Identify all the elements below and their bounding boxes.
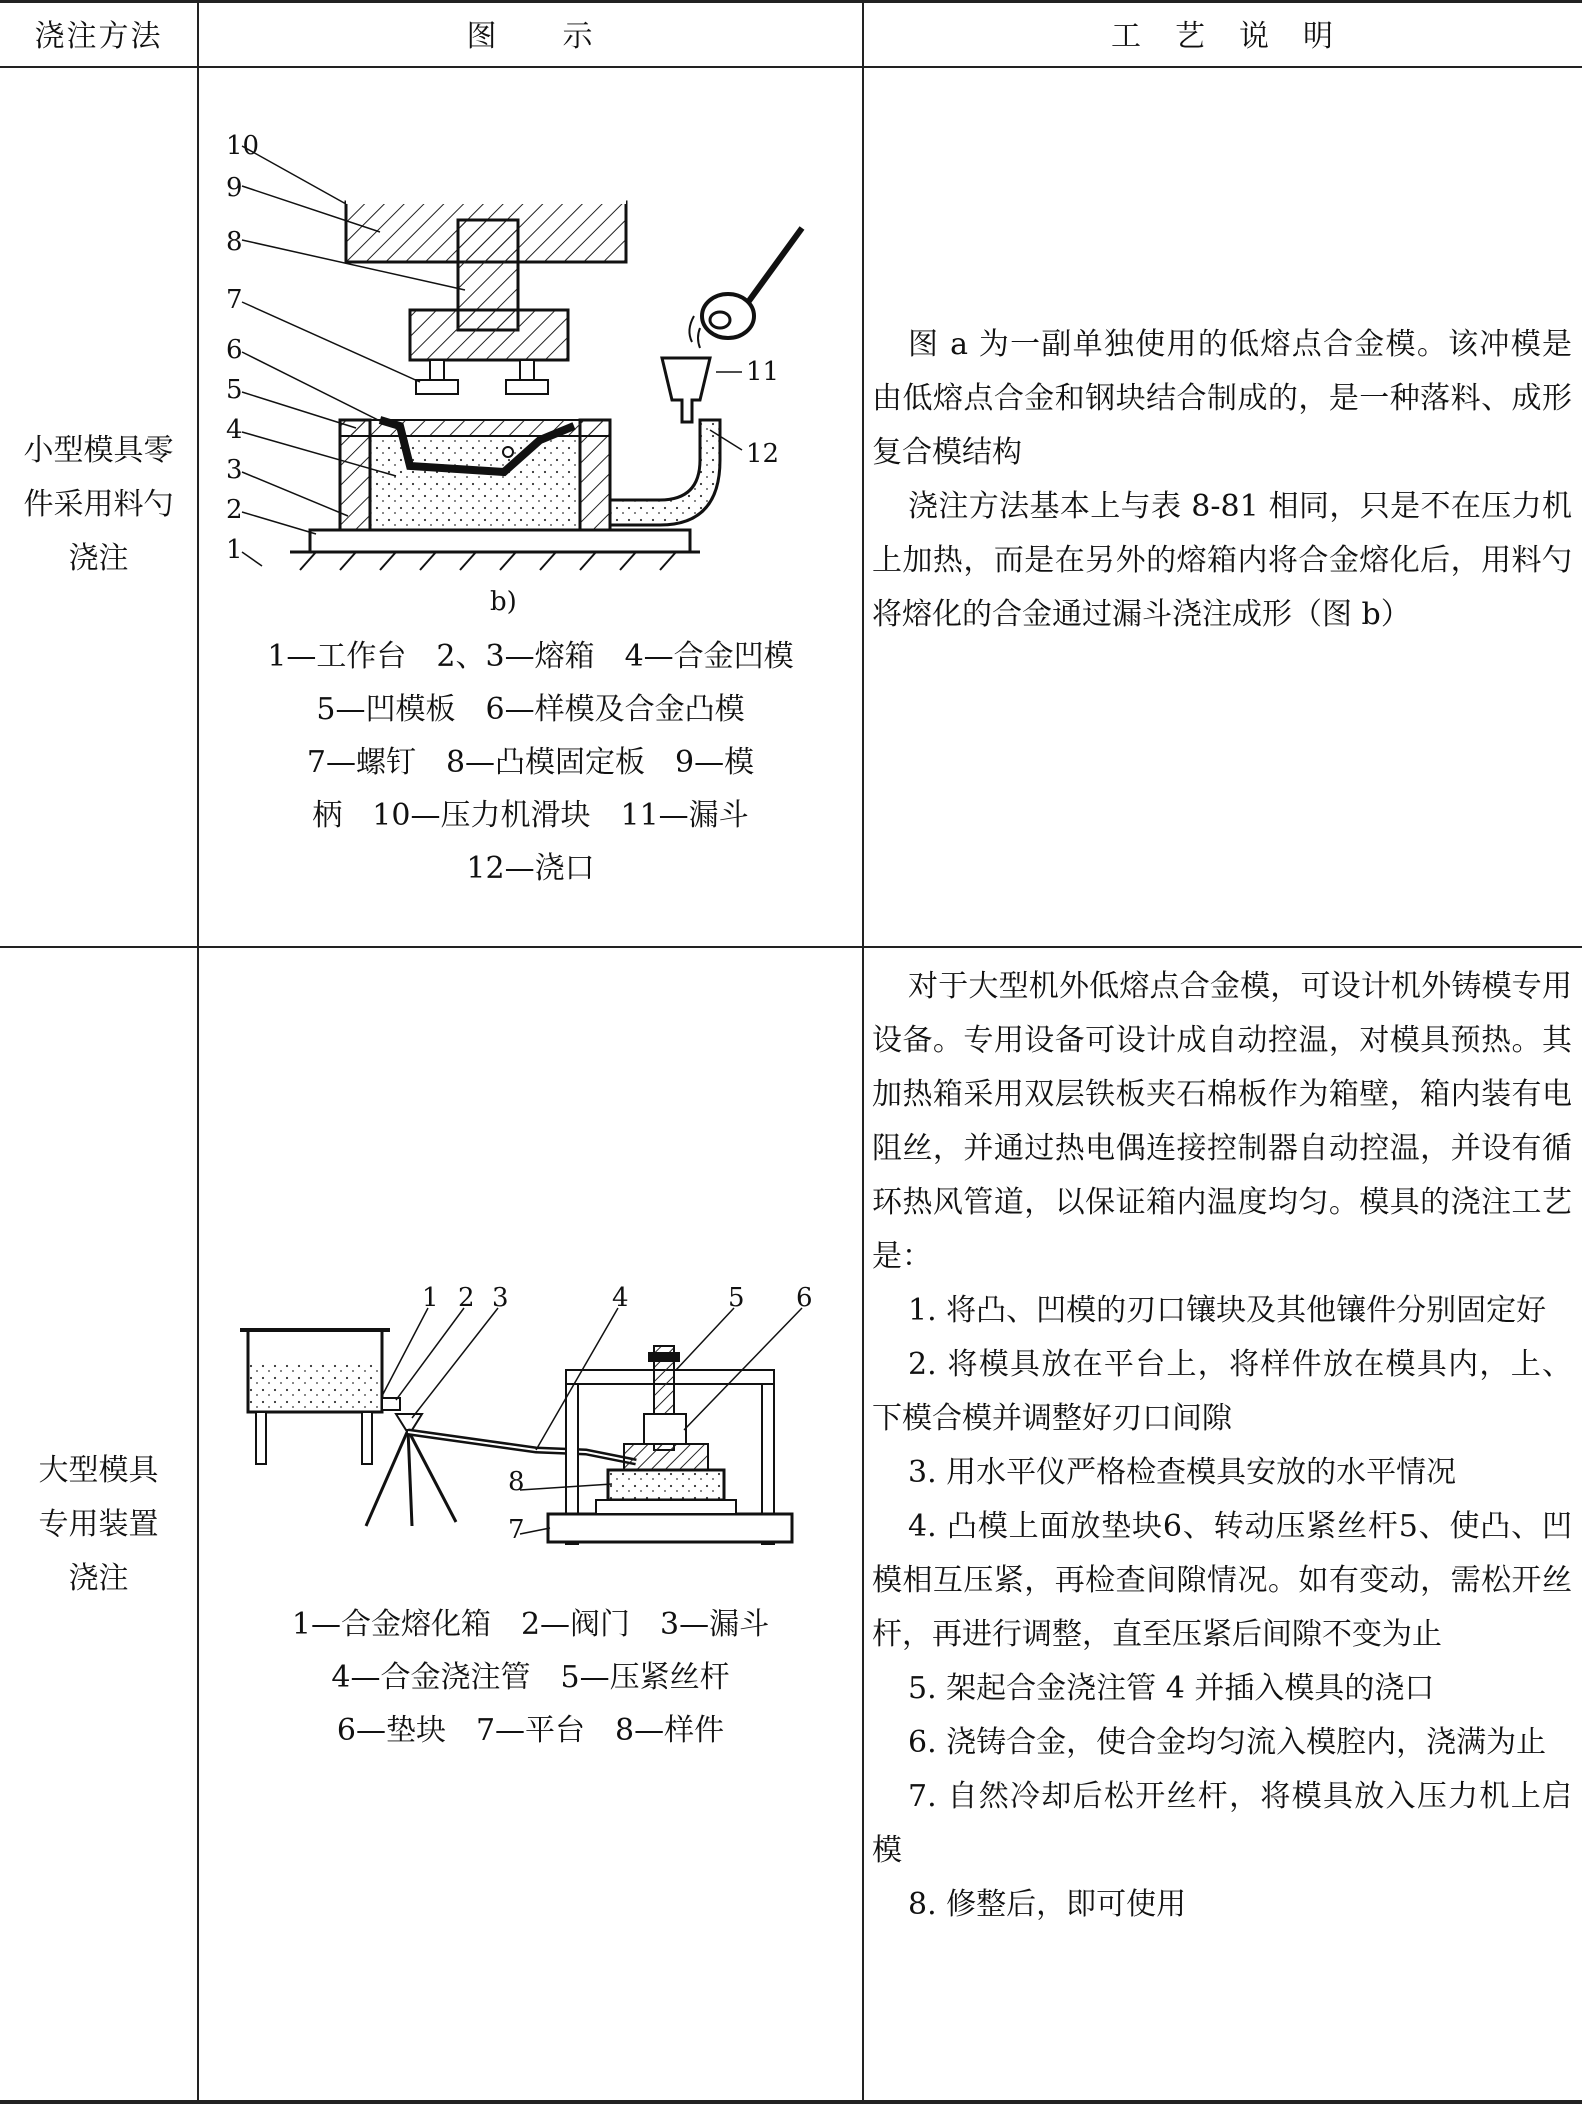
description-paragraph: 8. 修整后，即可使用 [908,1887,1187,1922]
description-paragraph: 对于大型机外低熔点合金模，可设计机外铸模专用设备。专用设备可设计成自动控温，对模具预热。其加热箱采用双层铁板夹石棉板作为箱壁，箱内装有电阻丝，并通过热电偶连接控制器自动控温，并设有循环热风管道，以保证箱内温度均匀。模具的浇注工艺是： [872,969,1572,1274]
caption-line: 5—凹模板 6—样模及合金凸模 [316,692,745,727]
part-number-label: 9 [226,173,243,203]
row2-description [872,960,1572,1932]
row2-figure-caption [199,1598,862,1757]
screw [430,360,444,382]
part-number-label: 3 [492,1283,509,1313]
description-paragraph: 1. 将凸、凹模的刃口镶块及其他镶件分别固定好 [908,1293,1547,1328]
row2-method [0,1444,197,1606]
pour-funnel [396,1414,422,1430]
spacer-block [644,1414,686,1444]
platform [548,1514,792,1542]
header-figure: 图 示 [466,19,595,54]
caption-line: 柄 10—压力机滑块 11—漏斗 [312,798,749,833]
screw [520,360,534,382]
method-line: 小型模具零 [23,433,174,468]
part-number-label: 12 [746,439,780,469]
part-number-label: 4 [226,415,243,445]
column-divider-1 [197,0,199,2104]
screw [506,380,548,394]
dedicated-casting-rig-diagram [236,1283,836,1590]
method-line: 大型模具 [38,1453,159,1488]
valve [382,1398,400,1410]
part-number-label: 6 [796,1283,813,1313]
part-number-label: 5 [728,1283,745,1313]
part-number-label: 10 [226,131,260,161]
part-number-label: 2 [458,1283,475,1313]
caption-line: 1—工作台 2、3—熔箱 4—合金凹模 [267,639,794,674]
caption-line: 4—合金浇注管 5—压紧丝杆 [331,1660,730,1695]
description-paragraph: 7. 自然冷却后松开丝杆，将模具放入压力机上启模 [872,1779,1572,1868]
header-rule [0,66,1582,68]
part-number-label: 8 [508,1467,525,1497]
row1-figure-caption [199,630,862,895]
row-divider [0,946,1582,948]
header-method: 浇注方法 [34,19,163,54]
column-divider-2 [862,0,864,2104]
caption-line: 12—浇口 [466,851,595,886]
funnel [662,358,710,422]
row1-method [0,424,197,586]
ladle-pouring-diagram [226,120,830,630]
table-bottom-rule [0,2100,1582,2104]
method-line: 浇注 [68,1561,129,1596]
description-paragraph: 图 a 为一副单独使用的低熔点合金模。该冲模是由低熔点合金和钢块结合制成的，是一种落料、成形复合模结构 [872,327,1572,470]
part-number-label: 4 [612,1283,629,1313]
punch-holder-plate [410,310,568,360]
sprue [610,420,720,525]
description-paragraph: 4. 凸模上面放垫块6、转动压紧丝杆5、使凸、凹模相互压紧，再检查间隙情况。如有变动，需松开丝杆，再进行调整，直至压紧后间隙不变为止 [872,1509,1572,1652]
description-paragraph: 5. 架起合金浇注管 4 并插入模具的浇口 [908,1671,1435,1706]
row1-description [872,318,1572,642]
header-process: 工 艺 说 明 [1111,19,1335,54]
alloy-die [370,436,580,530]
part-number-label: 6 [226,335,243,365]
caption-line: 7—螺钉 8—凸模固定板 9—模 [306,745,755,780]
caption-line: 1—合金熔化箱 2—阀门 3—漏斗 [291,1607,770,1642]
method-line: 件采用料勺 [23,487,174,522]
part-number-label: 7 [508,1515,525,1545]
part-number-label: 3 [226,455,243,485]
description-paragraph: 2. 将模具放在平台上，将样件放在模具内，上、下模合模并调整好刃口间隙 [872,1347,1572,1436]
part-number-label: 5 [226,375,243,405]
description-paragraph: 6. 浇铸合金，使合金均匀流入模腔内，浇满为止 [908,1725,1547,1760]
description-paragraph: 浇注方法基本上与表 8-81 相同，只是不在压力机上加热，而是在另外的熔箱内将合金熔化后，用料勺将熔化的合金通过漏斗浇注成形（图 b） [872,489,1572,632]
caption-line: 6—垫块 7—平台 8—样件 [336,1713,725,1748]
part-number-label: 1 [422,1283,439,1313]
worktable [310,530,690,552]
part-number-label: 2 [226,495,243,525]
part-number-label: 7 [226,285,243,315]
description-paragraph: 3. 用水平仪严格检查模具安放的水平情况 [908,1455,1457,1490]
method-line: 专用装置 [38,1507,159,1542]
method-line: 浇注 [68,541,129,576]
part-number-label: 1 [226,535,243,565]
sample-part [608,1470,724,1500]
part-number-label: 11 [746,357,780,387]
figure-sublabel: b) [490,587,517,617]
screw [416,380,458,394]
part-number-label: 8 [226,227,243,257]
